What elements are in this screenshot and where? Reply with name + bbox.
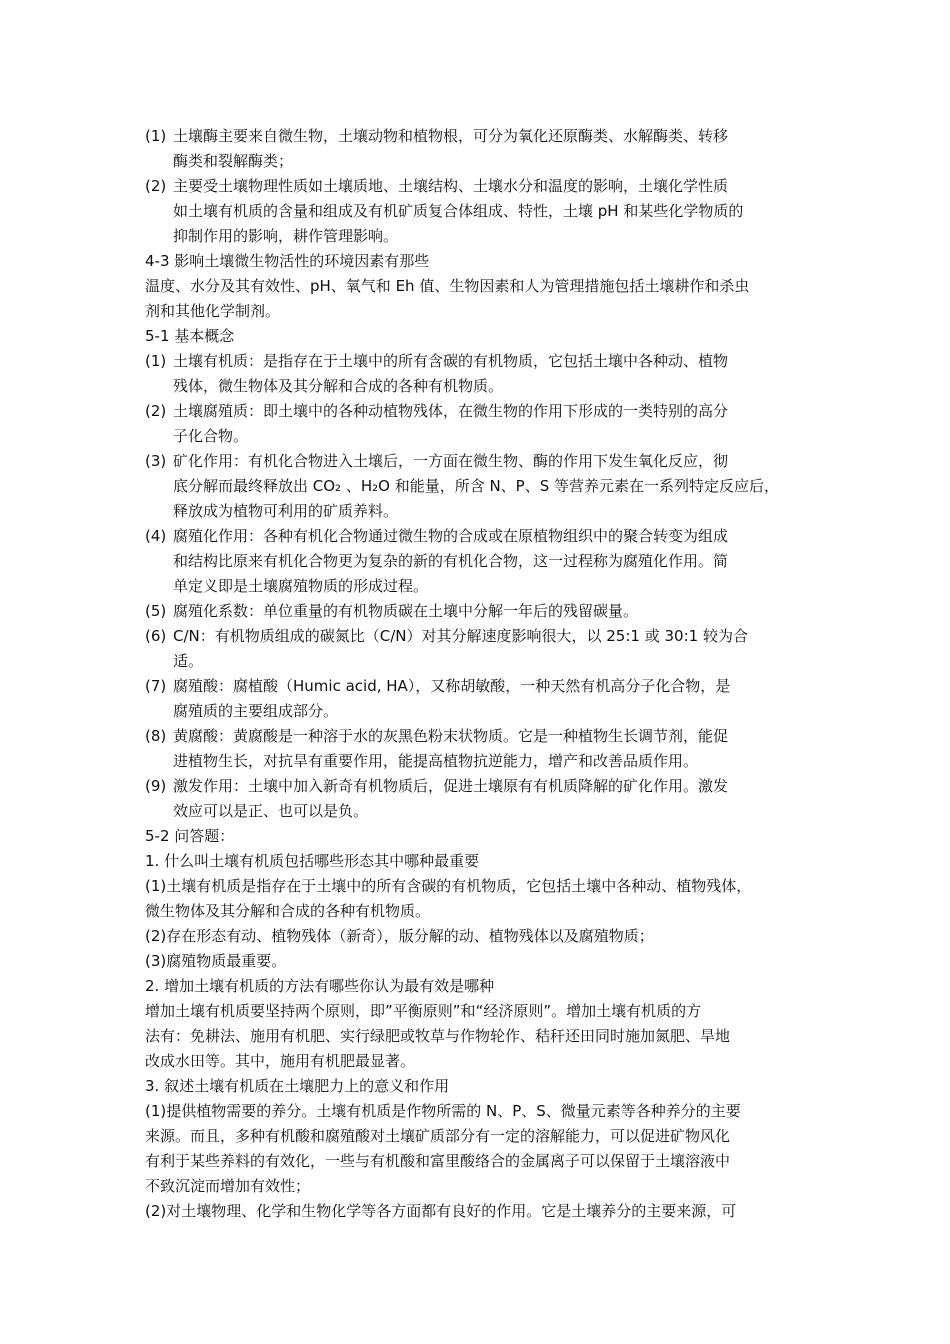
numbered-item xyxy=(145,399,817,449)
item-number: (3) xyxy=(145,452,167,470)
text-line: 3. 叙述土壤有机质在土壤肥力上的意义和作用 xyxy=(145,1077,450,1095)
text-line: 4-3 影响土壤微生物活性的环境因素有那些 xyxy=(145,252,430,270)
item-number: (4) xyxy=(145,527,167,545)
text-line: (2)存在形态有动、植物残体（新奇），版分解的动、植物残体以及腐殖物质； xyxy=(145,927,654,945)
item-text xyxy=(173,449,817,524)
item-text-line: 腐殖质的主要组成部分。 xyxy=(173,702,339,720)
text-line: (3)腐殖物质最重要。 xyxy=(145,952,287,970)
item-text xyxy=(173,624,817,674)
text-line: 1. 什么叫土壤有机质包括哪些形态其中哪种最重要 xyxy=(145,852,480,870)
item-text xyxy=(173,724,817,774)
text-line: (1)土壤有机质是指存在于土壤中的所有含碳的有机物质，它包括土壤中各种动、植物残体， xyxy=(145,877,752,895)
item-text-line: 适。 xyxy=(173,652,204,670)
item-text xyxy=(173,174,817,249)
text-line: 增加土壤有机质要坚持两个原则，即”平衡原则”和“经济原则”。增加土壤有机质的方 xyxy=(145,1002,702,1020)
item-number: (1) xyxy=(145,127,167,145)
numbered-item xyxy=(145,674,817,724)
item-text-line: 进植物生长，对抗旱有重要作用，能提高植物抗逆能力，增产和改善品质作用。 xyxy=(173,752,699,770)
numbered-item xyxy=(145,724,817,774)
item-text-line: 腐殖化作用：各种有机化合物通过微生物的合成或在原植物组织中的聚合转变为组成 xyxy=(173,527,729,545)
item-text-line: 土壤腐殖质：即土壤中的各种动植物残体，在微生物的作用下形成的一类特别的高分 xyxy=(173,402,729,420)
item-number: (8) xyxy=(145,727,167,745)
document-page xyxy=(145,124,817,1224)
numbered-item xyxy=(145,349,817,399)
item-text-line: 抑制作用的影响，耕作管理影响。 xyxy=(173,227,399,245)
text-line: 微生物体及其分解和合成的各种有机物质。 xyxy=(145,902,431,920)
numbered-item xyxy=(145,449,817,524)
text-line: 改成水田等。其中，施用有机肥最显著。 xyxy=(145,1052,416,1070)
item-text xyxy=(173,399,817,449)
text-line: 温度、水分及其有效性、pH、氧气和 Eh 值、生物因素和人为管理措施包括土壤耕作和杀虫 xyxy=(145,277,750,295)
item-text xyxy=(173,774,817,824)
numbered-item xyxy=(145,624,817,674)
item-text-line: 土壤有机质：是指存在于土壤中的所有含碳的有机物质，它包括土壤中各种动、植物 xyxy=(173,352,729,370)
item-number: (2) xyxy=(145,402,167,420)
item-text-line: 子化合物。 xyxy=(173,427,249,445)
item-text-line: 腐殖化系数：单位重量的有机物质碳在土壤中分解一年后的残留碳量。 xyxy=(173,602,639,620)
numbered-item xyxy=(145,124,817,174)
item-text-line: 释放成为植物可利用的矿质养料。 xyxy=(173,502,399,520)
item-number: (6) xyxy=(145,627,167,645)
item-text-line: 土壤酶主要来自微生物，土壤动物和植物根，可分为氧化还原酶类、水解酶类、转移 xyxy=(173,127,729,145)
item-text-line: 酶类和裂解酶类； xyxy=(173,152,294,170)
item-text-line: 黄腐酸：黄腐酸是一种溶于水的灰黑色粉末状物质。它是一种植物生长调节剂，能促 xyxy=(173,727,729,745)
text-line: 5-1 基本概念 xyxy=(145,327,235,345)
text-line: 5-2 问答题： xyxy=(145,827,235,845)
item-number: (1) xyxy=(145,352,167,370)
item-text-line: 效应可以是正、也可以是负。 xyxy=(173,802,369,820)
item-text xyxy=(173,349,817,399)
item-text xyxy=(173,674,817,724)
text-line: (2)对土壤物理、化学和生物化学等各方面都有良好的作用。它是土壤养分的主要来源，可 xyxy=(145,1202,737,1220)
item-text-line: 激发作用：土壤中加入新奇有机物质后，促进土壤原有有机质降解的矿化作用。激发 xyxy=(173,777,729,795)
text-line: 有利于某些养料的有效化，一些与有机酸和富里酸络合的金属离子可以保留于土壤溶液中 xyxy=(145,1152,731,1170)
text-line: (1)提供植物需要的养分。土壤有机质是作物所需的 N、P、S、微量元素等各种养分的主要 xyxy=(145,1102,741,1120)
item-text-line: 残体，微生物体及其分解和合成的各种有机物质。 xyxy=(173,377,504,395)
item-number: (7) xyxy=(145,677,167,695)
numbered-item xyxy=(145,174,817,249)
item-number: (5) xyxy=(145,602,167,620)
item-text xyxy=(173,599,817,624)
numbered-item xyxy=(145,524,817,599)
item-text-line: 如土壤有机质的含量和组成及有机矿质复合体组成、特性，土壤 pH 和某些化学物质的 xyxy=(173,202,744,220)
item-text-line: 底分解而最终释放出 CO₂ 、H₂O 和能量，所含 N、P、S 等营养元素在一系列特定反应后， xyxy=(173,477,780,495)
text-line: 剂和其他化学制剂。 xyxy=(145,302,281,320)
text-line: 来源。而且，多种有机酸和腐殖酸对土壤矿质部分有一定的溶解能力，可以促进矿物风化 xyxy=(145,1127,731,1145)
item-text-line: 和结构比原来有机化合物更为复杂的新的有机化合物，这一过程称为腐殖化作用。简 xyxy=(173,552,729,570)
text-line: 法有：免耕法、施用有机肥、实行绿肥或牧草与作物轮作、秸秆还田同时施加氮肥、旱地 xyxy=(145,1027,731,1045)
text-line: 不致沉淀而增加有效性； xyxy=(145,1177,311,1195)
item-text xyxy=(173,124,817,174)
item-text-line: 单定义即是土壤腐殖物质的形成过程。 xyxy=(173,577,429,595)
item-number: (2) xyxy=(145,177,167,195)
numbered-item xyxy=(145,774,817,824)
numbered-item xyxy=(145,599,817,624)
item-text-line: C/N：有机物质组成的碳氮比（C/N）对其分解速度影响很大，以 25:1 或 30:1 较为合 xyxy=(173,627,748,645)
item-text-line: 腐殖酸：腐植酸（Humic acid, HA），又称胡敏酸，一种天然有机高分子化合物，是 xyxy=(173,677,731,695)
item-text xyxy=(173,524,817,599)
item-text-line: 矿化作用：有机化合物进入土壤后，一方面在微生物、酶的作用下发生氧化反应，彻 xyxy=(173,452,729,470)
text-line: 2. 增加土壤有机质的方法有哪些你认为最有效是哪种 xyxy=(145,977,495,995)
item-number: (9) xyxy=(145,777,167,795)
item-text-line: 主要受土壤物理性质如土壤质地、土壤结构、土壤水分和温度的影响，土壤化学性质 xyxy=(173,177,729,195)
